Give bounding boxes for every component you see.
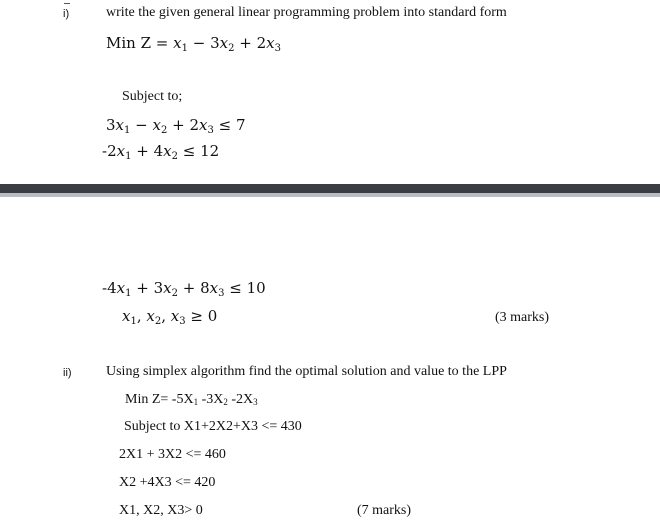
page-break-bar: [0, 184, 660, 193]
nonnegativity-2: X1, X2, X3> 0: [119, 503, 203, 518]
part-ii-label: ii): [63, 367, 72, 379]
page-edge-mark: [64, 0, 70, 4]
marks-part-ii: (7 marks): [357, 503, 412, 518]
page-break-shadow: [0, 193, 660, 197]
constraint-b: 2X1 + 3X2 <= 460: [119, 447, 226, 462]
objective-lhs: Min Z =: [106, 34, 169, 52]
objective-function-1: Min $Z = x_1 - 3x_2 + 2x_3$: [106, 34, 281, 54]
part-ii-title: Using simplex algorithm find the optimal solution and value to the LPP: [106, 364, 507, 379]
part-i-label: i): [63, 8, 70, 20]
objective-function-2: Min $Z= -5X_1$ $-3X_2$ $-2X_3$: [125, 392, 258, 407]
subject-to-label-1: Subject to;: [122, 89, 183, 104]
part-i-title: write the given general linear programming problem into standard form: [106, 5, 507, 20]
constraint-2: $-2x_1 + 4x_2 \le 12$: [102, 142, 220, 162]
constraint-3: $-4x_1 + 3x_2 + 8x_3 \le 10$: [102, 279, 266, 299]
nonnegativity-1: $x_1$, $x_2$, $x_3 \ge 0$: [122, 307, 218, 327]
constraint-1: $3x_1 - x_2 + 2x_3 \le 7$: [106, 116, 246, 136]
constraint-c: X2 +4X3 <= 420: [119, 475, 216, 490]
marks-part-i: (3 marks): [495, 310, 550, 325]
subject-to-constraint-a: Subject to X1+2X2+X3 <= 430: [124, 419, 302, 434]
